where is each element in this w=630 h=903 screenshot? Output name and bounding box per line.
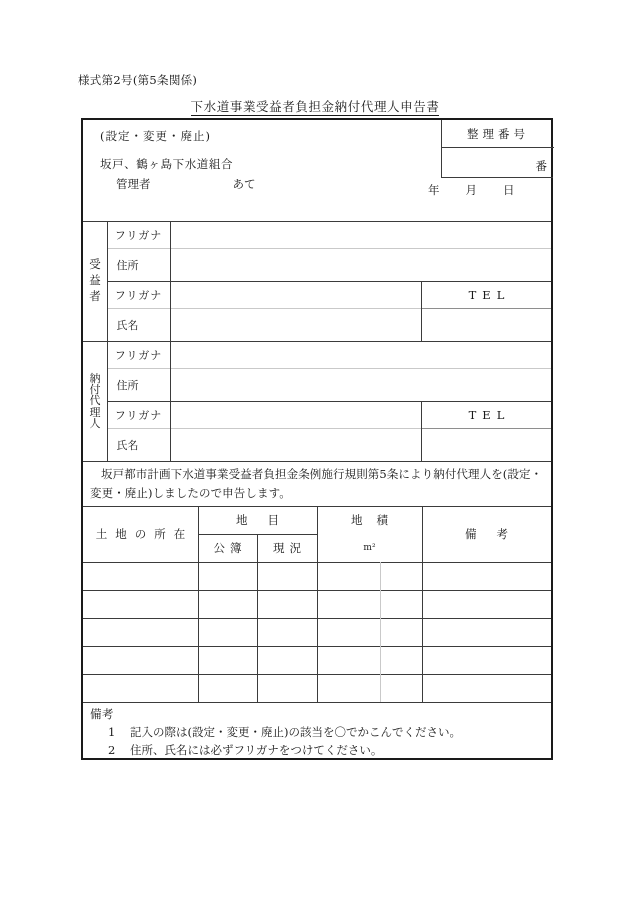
rule-payment-agent-furigana-address (107, 368, 551, 369)
payment-agent-furigana-name-label: フリガナ (114, 408, 163, 422)
beneficiary-tel-field[interactable] (422, 309, 551, 341)
rule-land-col-category-right (317, 506, 318, 702)
beneficiary-address-label-text: 住所 (116, 258, 139, 272)
rule-beneficiary-address-bottom (107, 281, 551, 282)
rule-beneficiary-side-divider (107, 221, 108, 341)
land-cell-actual[interactable] (257, 619, 317, 646)
beneficiary-furigana-name-label: フリガナ (114, 288, 163, 302)
beneficiary-name-label-text: 氏名 (116, 318, 139, 332)
land-cell-remarks[interactable] (422, 563, 551, 590)
page-title-text: 下水道事業受益者負担金納付代理人申告書 (190, 99, 440, 114)
land-cell-actual[interactable] (257, 591, 317, 618)
rule-payment-agent-side-divider (107, 341, 108, 461)
beneficiary-side-char: 者 (89, 288, 101, 303)
land-cell-area-dec[interactable] (380, 619, 422, 646)
reference-number-suffix: 番 (535, 159, 547, 173)
beneficiary-furigana-name-field[interactable] (170, 282, 421, 308)
page-title (0, 97, 630, 115)
rule-land-col-location-right (198, 506, 199, 702)
land-cell-registered[interactable] (198, 619, 257, 646)
payment-agent-furigana-name-field[interactable] (170, 402, 421, 428)
land-cell-area-dec[interactable] (380, 563, 422, 590)
payment-agent-side-char: 理 (89, 405, 101, 419)
beneficiary-address-label (107, 248, 170, 281)
land-cell-area-int[interactable] (317, 647, 380, 674)
payment-agent-side-char: 付 (89, 383, 101, 397)
reference-number-label: 整理番号 (442, 120, 554, 148)
payment-agent-side-char: 納 (89, 371, 101, 385)
note-item (90, 742, 461, 760)
land-cell-location[interactable] (83, 591, 198, 618)
rule-land-col-area-split (380, 562, 381, 702)
form-number: 様式第2号(第5条関係) (78, 73, 198, 87)
land-cell-area-dec[interactable] (380, 647, 422, 674)
payment-agent-address-field[interactable] (170, 369, 551, 401)
manager-row (116, 176, 256, 192)
rule-beneficiary-furigana-address (107, 248, 551, 249)
payment-agent-name-label (107, 428, 170, 461)
land-cell-registered[interactable] (198, 675, 257, 702)
land-cell-area-int[interactable] (317, 591, 380, 618)
rule-land-table-bottom (83, 702, 551, 703)
rule-payment-agent-block-bottom (83, 461, 551, 462)
land-header-category-registered: 公簿 (213, 541, 247, 555)
land-cell-remarks[interactable] (422, 647, 551, 674)
land-header-category: 地目 (236, 513, 299, 527)
land-header-area: 地積 (351, 513, 402, 527)
rule-beneficiary-furigana-name (107, 308, 421, 309)
land-cell-remarks[interactable] (422, 675, 551, 702)
land-cell-location[interactable] (83, 675, 198, 702)
rule-beneficiary-label-divider (170, 221, 171, 341)
date-line (428, 182, 515, 198)
reference-number-box (441, 120, 553, 178)
land-header-location: 土地の所在 (95, 527, 194, 541)
status-options: (設定・変更・廃止) (100, 129, 211, 143)
date-year-label: 年 (428, 183, 440, 197)
rule-beneficiary-tel-divider (421, 308, 551, 309)
beneficiary-name-label (107, 308, 170, 341)
beneficiary-address-field[interactable] (170, 249, 551, 281)
addressee-label: あて (232, 177, 256, 191)
payment-agent-address-label (107, 368, 170, 401)
land-cell-location[interactable] (83, 619, 198, 646)
land-cell-registered[interactable] (198, 563, 257, 590)
land-cell-remarks[interactable] (422, 591, 551, 618)
land-header-category-actual: 現況 (273, 541, 306, 555)
rule-land-col-area-right (422, 506, 423, 702)
payment-agent-furigana-address-field[interactable] (170, 342, 551, 368)
land-cell-area-dec[interactable] (380, 675, 422, 702)
payment-agent-name-field[interactable] (170, 429, 421, 461)
beneficiary-tel-label: TEL (468, 287, 511, 302)
notes-block (90, 706, 461, 759)
organization-name: 坂戸、鶴ヶ島下水道組合 (100, 157, 234, 171)
date-month-label: 月 (465, 183, 477, 197)
land-header-area-unit: m² (363, 543, 376, 553)
note-text: 住所、氏名には必ずフリガナをつけてください。 (130, 742, 383, 757)
beneficiary-side-char: 益 (89, 273, 101, 288)
rule-land-col-category-split (257, 534, 258, 702)
land-cell-remarks[interactable] (422, 619, 551, 646)
land-cell-area-dec[interactable] (380, 591, 422, 618)
note-number: 1 (108, 724, 116, 739)
beneficiary-name-field[interactable] (170, 309, 421, 341)
land-cell-location[interactable] (83, 647, 198, 674)
date-day-label: 日 (503, 183, 515, 197)
rule-payment-agent-address-bottom (107, 401, 551, 402)
payment-agent-name-label-text: 氏名 (116, 438, 139, 452)
land-cell-actual[interactable] (257, 647, 317, 674)
land-cell-registered[interactable] (198, 591, 257, 618)
land-cell-registered[interactable] (198, 647, 257, 674)
beneficiary-side-label (83, 221, 107, 341)
payment-agent-tel-label: TEL (468, 407, 511, 422)
payment-agent-furigana-address-label: フリガナ (114, 348, 163, 362)
land-cell-area-int[interactable] (317, 563, 380, 590)
beneficiary-furigana-address-label: フリガナ (114, 228, 163, 242)
form-frame (81, 118, 553, 760)
rule-payment-agent-label-divider (170, 341, 171, 461)
rule-payment-agent-furigana-name (107, 428, 421, 429)
manager-label: 管理者 (116, 177, 151, 191)
rule-payment-agent-tel-divider (421, 428, 551, 429)
land-header-remarks: 備考 (465, 527, 528, 541)
payment-agent-address-label-text: 住所 (116, 378, 139, 392)
reference-number-field[interactable] (442, 148, 554, 178)
payment-agent-side-char: 代 (89, 394, 101, 408)
land-cell-actual[interactable] (257, 563, 317, 590)
rule-payment-agent-tel-column (421, 401, 422, 461)
note-number: 2 (108, 742, 116, 757)
land-cell-location[interactable] (83, 563, 198, 590)
notes-heading: 備考 (90, 707, 114, 721)
beneficiary-furigana-address-field[interactable] (170, 222, 551, 248)
payment-agent-tel-field[interactable] (422, 429, 551, 461)
land-cell-area-int[interactable] (317, 675, 380, 702)
declaration-text: 坂戸都市計画下水道事業受益者負担金条例施行規則第5条により納付代理人を(設定・変更・廃止)しましたので申告します。 (90, 467, 543, 500)
note-item (90, 724, 461, 742)
note-text: 記入の際は(設定・変更・廃止)の該当を〇でかこんでください。 (130, 724, 461, 739)
beneficiary-side-char: 受 (89, 257, 101, 272)
payment-agent-side-label (83, 341, 107, 461)
rule-beneficiary-tel-column (421, 281, 422, 341)
land-cell-actual[interactable] (257, 675, 317, 702)
land-cell-area-int[interactable] (317, 619, 380, 646)
payment-agent-side-char: 人 (89, 416, 101, 430)
